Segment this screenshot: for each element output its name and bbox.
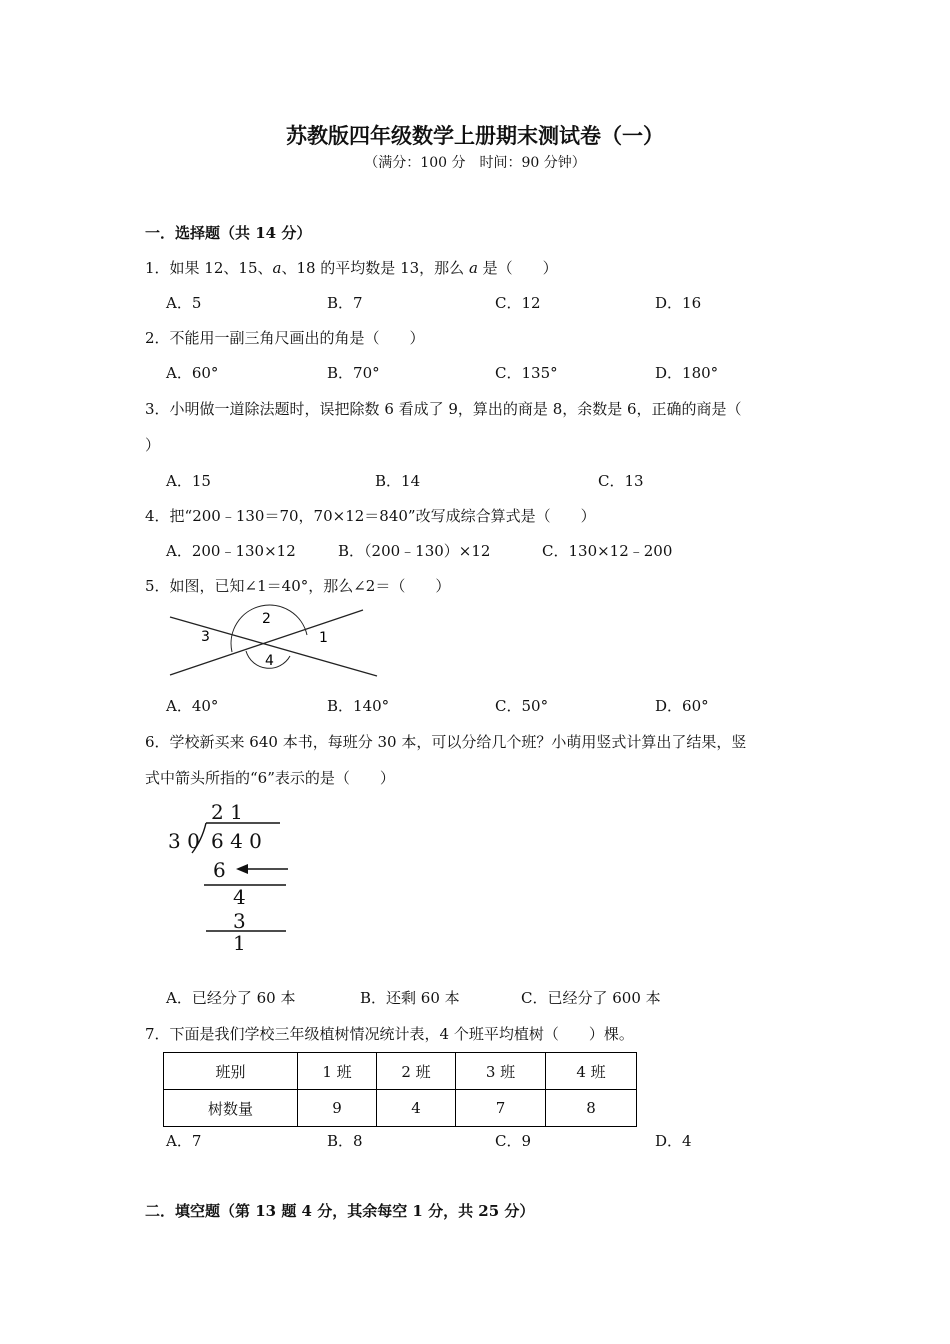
q4-option-a[interactable]: A．200﹣130×12: [166, 542, 296, 560]
question-6-line-2: 式中箭头所指的“6”表示的是（ ）: [145, 769, 395, 787]
table-cell: 8: [546, 1090, 637, 1127]
table-header-cell: 3 班: [456, 1053, 546, 1090]
q7-option-c[interactable]: C．9: [495, 1132, 532, 1150]
long-division-figure: [162, 798, 302, 958]
tree-planting-table: [163, 1052, 637, 1127]
q3-option-c[interactable]: C．13: [598, 472, 644, 490]
question-5: 5．如图，已知∠1＝40°，那么∠2＝（ ）: [145, 577, 451, 595]
table-header-cell: 2 班: [377, 1053, 456, 1090]
variable-a: a: [468, 259, 478, 277]
q6-option-b[interactable]: B．还剩 60 本: [360, 989, 460, 1007]
intersecting-lines-figure: [165, 603, 380, 683]
q1-option-d[interactable]: D．16: [655, 294, 702, 312]
q3-option-a[interactable]: A．15: [166, 472, 211, 490]
q1-option-c[interactable]: C．12: [495, 294, 541, 312]
angle-label-2: 2: [262, 611, 271, 627]
angle-label-1: 1: [319, 630, 328, 646]
division-remainder: 1: [233, 931, 246, 955]
question-6-line-1: 6．学校新买来 640 本书，每班分 30 本，可以分给几个班？小萌用竖式计算出了结果，竖: [145, 733, 747, 751]
q6-option-c[interactable]: C．已经分了 600 本: [521, 989, 661, 1007]
q2-option-c[interactable]: C．135°: [495, 364, 558, 382]
table-header-row: [164, 1053, 637, 1090]
q2-option-b[interactable]: B．70°: [327, 364, 380, 382]
q7-option-d[interactable]: D．4: [655, 1132, 692, 1150]
table-row: [164, 1090, 637, 1127]
question-3-line-1: 3．小明做一道除法题时，误把除数 6 看成了 9，算出的商是 8，余数是 6，正确的商是（: [145, 400, 742, 418]
table-cell: 树数量: [164, 1090, 298, 1127]
section-2-heading: 二．填空题（第 13 题 4 分，其余每空 1 分，共 25 分）: [145, 1202, 535, 1220]
table-cell: 7: [456, 1090, 546, 1127]
q7-option-b[interactable]: B．8: [327, 1132, 363, 1150]
angle-label-3: 3: [201, 629, 210, 645]
question-3-line-2: ）: [145, 436, 161, 454]
table-cell: 9: [298, 1090, 377, 1127]
question-7: 7．下面是我们学校三年级植树情况统计表，4 个班平均植树（ ）棵。: [145, 1025, 634, 1043]
q6-option-a[interactable]: A．已经分了 60 本: [166, 989, 296, 1007]
division-step-1: 6: [213, 858, 226, 882]
q1-option-a[interactable]: A．5: [166, 294, 202, 312]
q2-option-a[interactable]: A．60°: [166, 364, 219, 382]
q7-option-a[interactable]: A．7: [166, 1132, 202, 1150]
division-step-2: 4: [233, 885, 246, 909]
q3-option-b[interactable]: B．14: [375, 472, 421, 490]
table-cell: 4: [377, 1090, 456, 1127]
q4-option-b[interactable]: B．（200﹣130）×12: [338, 542, 491, 560]
division-dividend: 6 4 0: [211, 829, 262, 853]
page-subtitle: （满分：100 分 时间：90 分钟）: [364, 155, 586, 171]
q1-option-b[interactable]: B．7: [327, 294, 363, 312]
table-header-cell: 1 班: [298, 1053, 377, 1090]
table-header-cell: 4 班: [546, 1053, 637, 1090]
variable-a: a: [272, 259, 282, 277]
division-step-3: 3: [233, 909, 246, 933]
q2-option-d[interactable]: D．180°: [655, 364, 719, 382]
question-4: 4．把“200﹣130＝70，70×12＝840”改写成综合算式是（ ）: [145, 507, 596, 525]
q5-option-b[interactable]: B．140°: [327, 697, 390, 715]
q4-option-c[interactable]: C．130×12﹣200: [542, 542, 673, 560]
division-divisor: 3 0: [168, 829, 200, 853]
angle-label-4: 4: [265, 653, 274, 669]
q5-option-a[interactable]: A．40°: [166, 697, 219, 715]
q5-option-c[interactable]: C．50°: [495, 697, 549, 715]
page-title: 苏教版四年级数学上册期末测试卷（一）: [286, 124, 664, 148]
division-quotient: 2 1: [211, 800, 243, 824]
table-header-cell: 班别: [164, 1053, 298, 1090]
section-1-heading: 一．选择题（共 14 分）: [145, 224, 312, 242]
q5-option-d[interactable]: D．60°: [655, 697, 709, 715]
question-1: 1．如果 12、15、a、18 的平均数是 13，那么 a 是（ ）: [145, 259, 558, 277]
question-2: 2．不能用一副三角尺画出的角是（ ）: [145, 329, 425, 347]
